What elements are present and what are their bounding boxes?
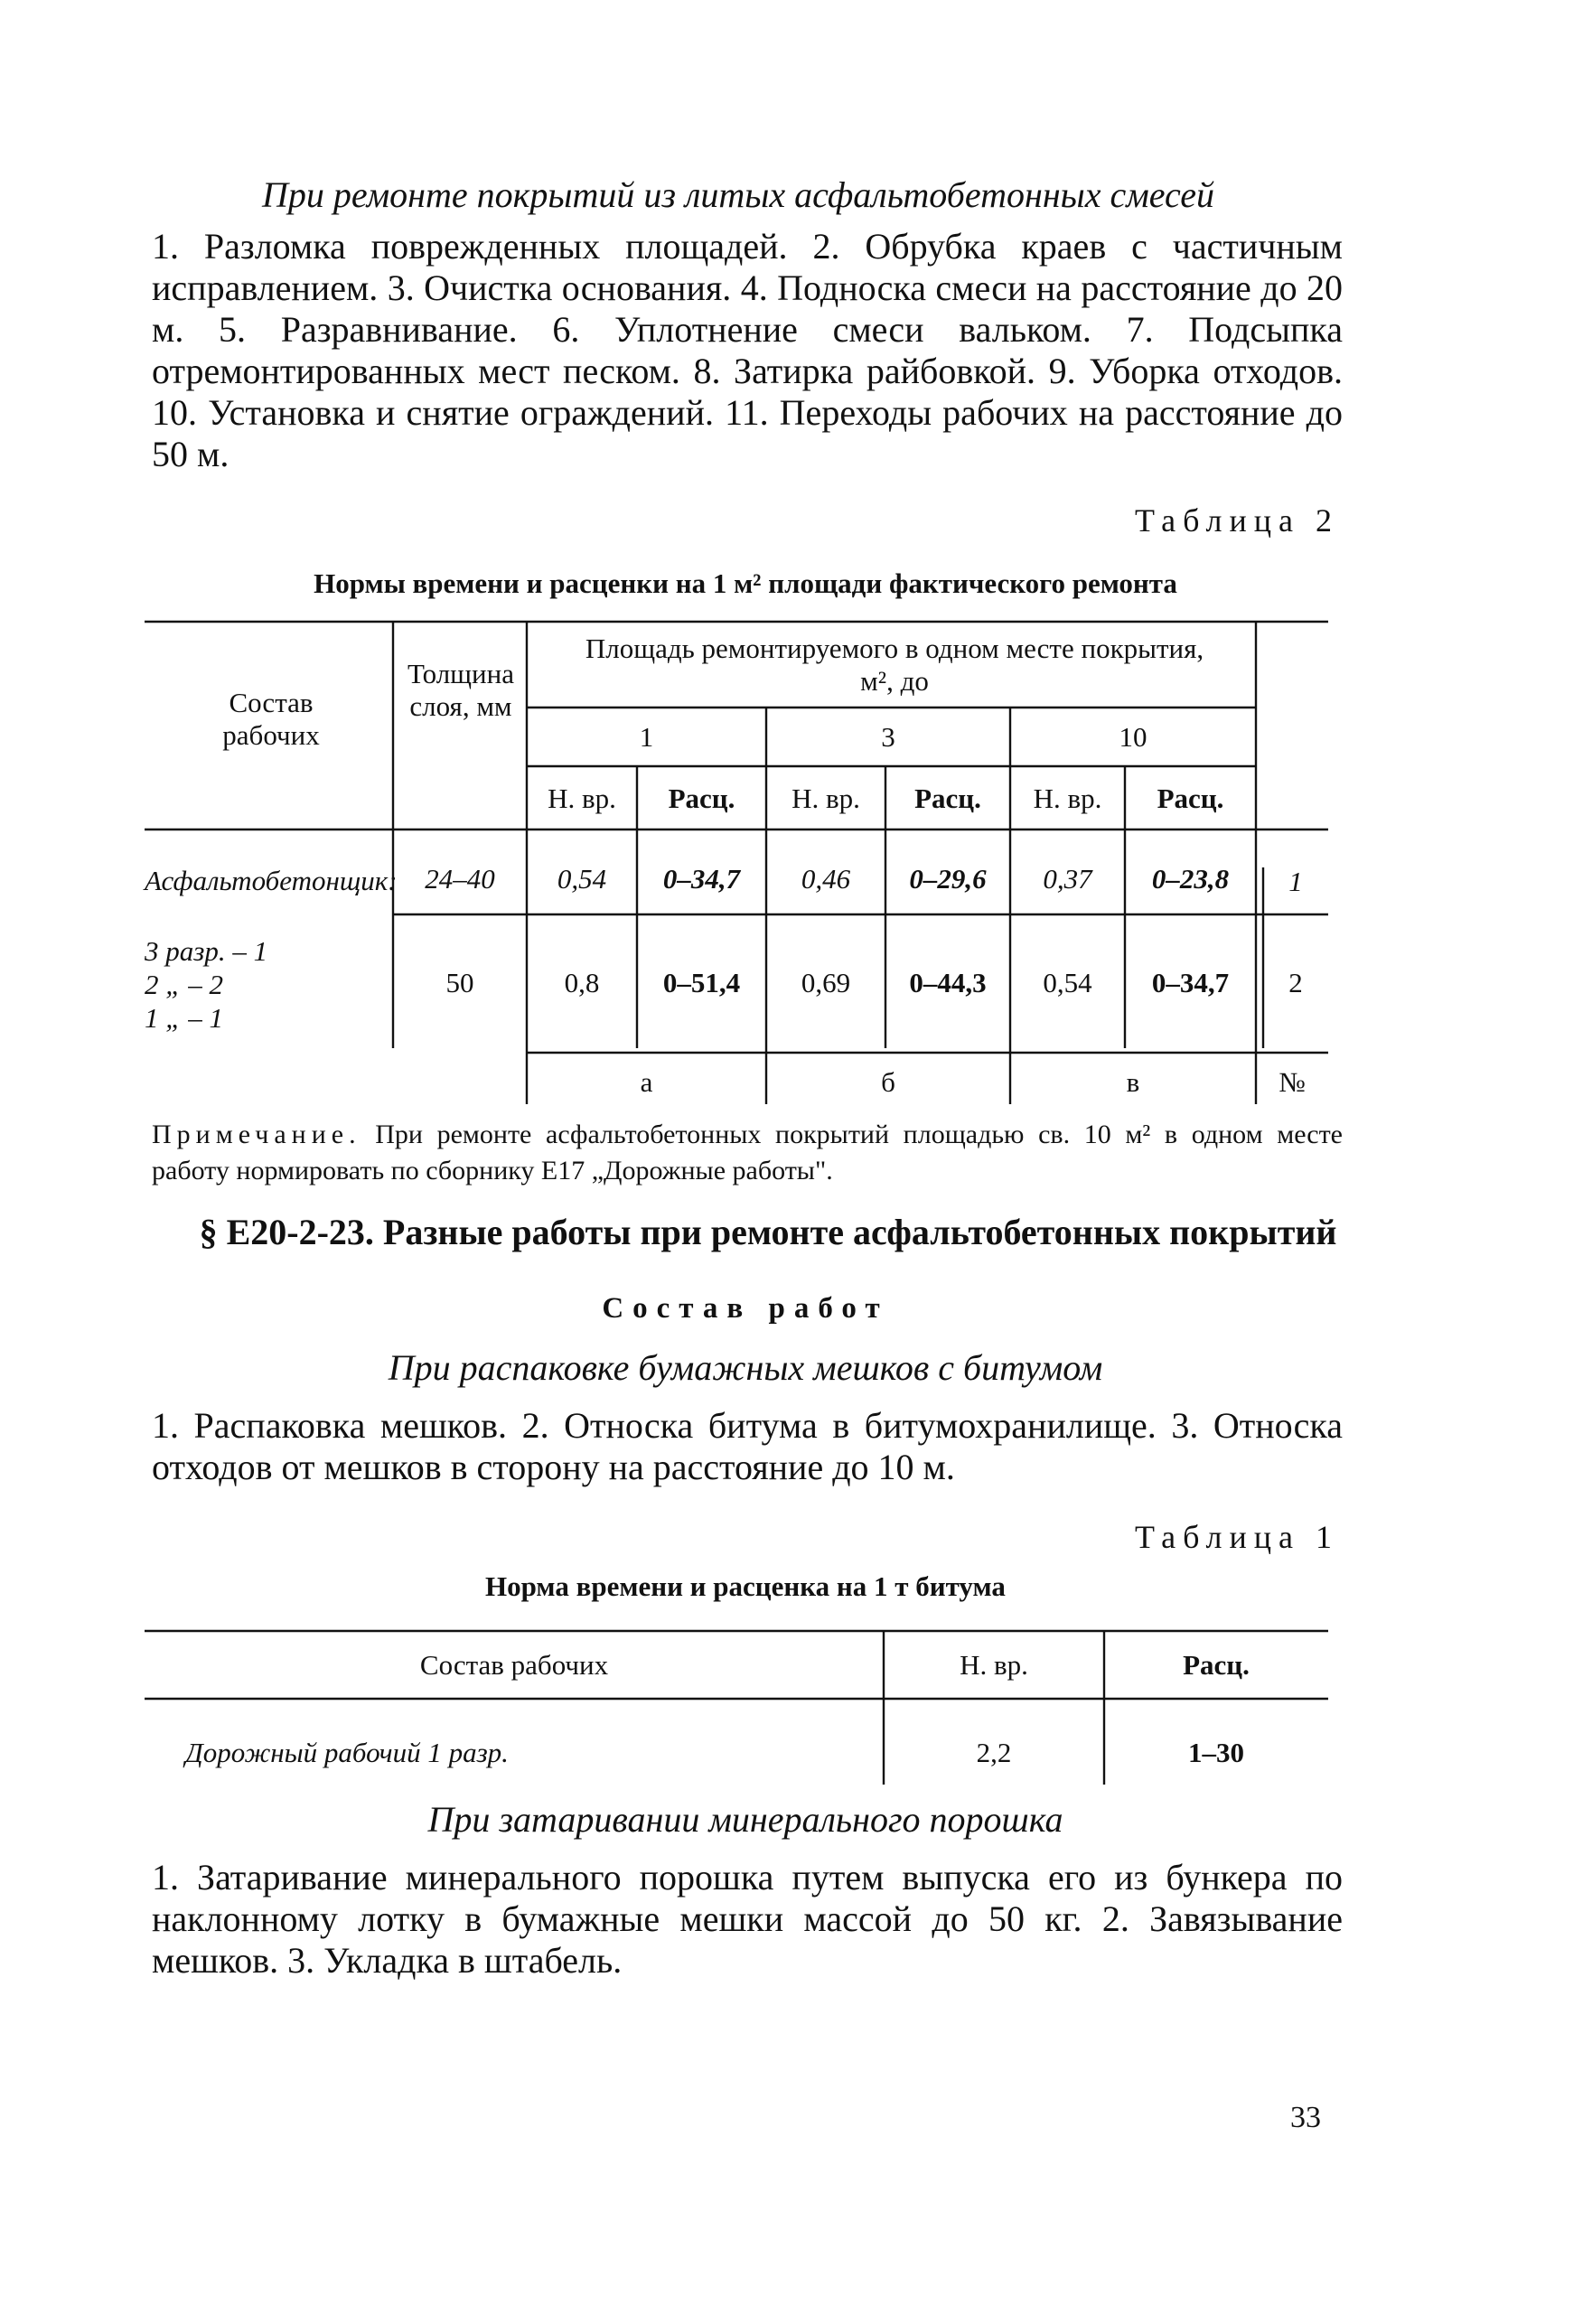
table1-label: Таблица 1 [1135,1519,1339,1555]
paragraph-pack: 1. Затаривание минерального порошка путем выпуска его из бункера по наклонному лотку в бумажные мешки массой до 50 кг. 2. Завязывание мешков. 3. Укладка в штабель. [152,1857,1343,1981]
table1-cell-nvr: 2,2 [976,1737,1012,1768]
heading-pack: При затаривании минерального порошка [427,1799,1063,1840]
table2-cell: 0–34,7 [1151,967,1230,998]
table2-cell: 0,54 [1043,967,1092,998]
table2-area-10: 10 [1119,721,1147,753]
table2-header-workers: Состав рабочих [222,687,320,751]
table2-cell: 0–44,3 [909,967,987,998]
heading-cast-asphalt: При ремонте покрытий из литых асфальтобетонных смесей [262,174,1215,215]
table2-workers-line: 2 „ – 2 [145,969,223,1000]
table2-cell: 0–29,6 [909,863,987,895]
table2-area-1: 1 [639,721,654,753]
table2-cell: 0,69 [801,967,851,998]
table2-cell: 0,46 [801,863,851,895]
note-label: Примечание. [152,1120,361,1149]
note-text: При ремонте асфальтобетонных покрытий площадью св. 10 м² в одном месте работу нормировать по сборнику Е17 „Дорожные работы". [152,1120,1344,1185]
page-number: 33 [1290,2101,1321,2134]
table1-header-rasc: Расц. [1183,1649,1250,1681]
table2-label: Таблица 2 [1135,502,1339,539]
table2-sub-nvr: Н. вр. [792,782,860,814]
table1-header-workers: Состав рабочих [419,1649,609,1681]
paragraph-unpack: 1. Распаковка мешков. 2. Относка битума в битумохранилище. 3. Относка отходов от мешков в сторону на расстояние до 10 м. [152,1405,1343,1487]
table2-area-3: 3 [881,721,895,753]
table1-header-nvr: Н. вр. [960,1649,1028,1681]
table2-sub-nvr: Н. вр. [1033,782,1102,814]
sostav-rabot-heading: Состав работ [602,1292,889,1325]
table2-footer: в [1126,1066,1140,1098]
table2-footer: № [1279,1066,1306,1098]
table2-header-thickness: Толщина слоя, мм [407,658,514,722]
table2-header-area: Площадь ремонтируемого в одном месте покрытия, м², до [585,633,1204,697]
table2-footer: б [881,1066,895,1098]
table2-workers-line: 1 „ – 1 [145,1002,223,1034]
table2-cell: 0,37 [1043,863,1092,895]
table1-caption: Норма времени и расценка на 1 т битума [485,1570,1006,1602]
table2-sub-nvr: Н. вр. [548,782,616,814]
table2-cell: 24–40 [425,863,495,895]
table2-workers-line: 3 разр. – 1 [145,935,268,967]
table1-cell-worker: Дорожный рабочий 1 разр. [185,1737,509,1768]
table2-cell: 0–23,8 [1151,863,1230,895]
table2-caption: Нормы времени и расценки на 1 м² площади фактического ремонта [314,567,1177,599]
section-title: § Е20-2-23. Разные работы при ремонте асфальтобетонных покрытий [199,1212,1337,1252]
table2-footer: а [640,1066,653,1098]
table2-row-number: 2 [1288,967,1303,998]
table2-sub-rasc: Расц. [668,782,735,814]
table1-cell-rasc: 1–30 [1188,1737,1244,1768]
heading-unpack: При распаковке бумажных мешков с битумом [388,1347,1103,1388]
table2-workers-title: Асфальтобетонщик: [145,865,398,896]
table2-sub-rasc: Расц. [1157,782,1224,814]
table2-cell: 50 [445,967,474,998]
table2-cell: 0,8 [564,967,600,998]
table2-cell: 0,54 [557,863,607,895]
paragraph-cast-asphalt: 1. Разломка поврежденных площадей. 2. Обрубка краев с частичным исправлением. 3. Очистка основания. 4. Подноска смеси на расстояние до 20 м. 5. Разравнивание. 6. Уплотнение смеси вальком. 7. Подсыпка отремонтированных мест песком. 8. Затирка райбовкой. 9. Уборка отходов. 10. Установка и снятие ограждений. 11. Переходы рабочих на расстояние до 50 м. [152,226,1343,474]
table2-cell: 0–51,4 [662,967,741,998]
table2-row-number: 1 [1288,866,1303,897]
table2-cell: 0–34,7 [662,863,741,895]
table2-sub-rasc: Расц. [914,782,981,814]
